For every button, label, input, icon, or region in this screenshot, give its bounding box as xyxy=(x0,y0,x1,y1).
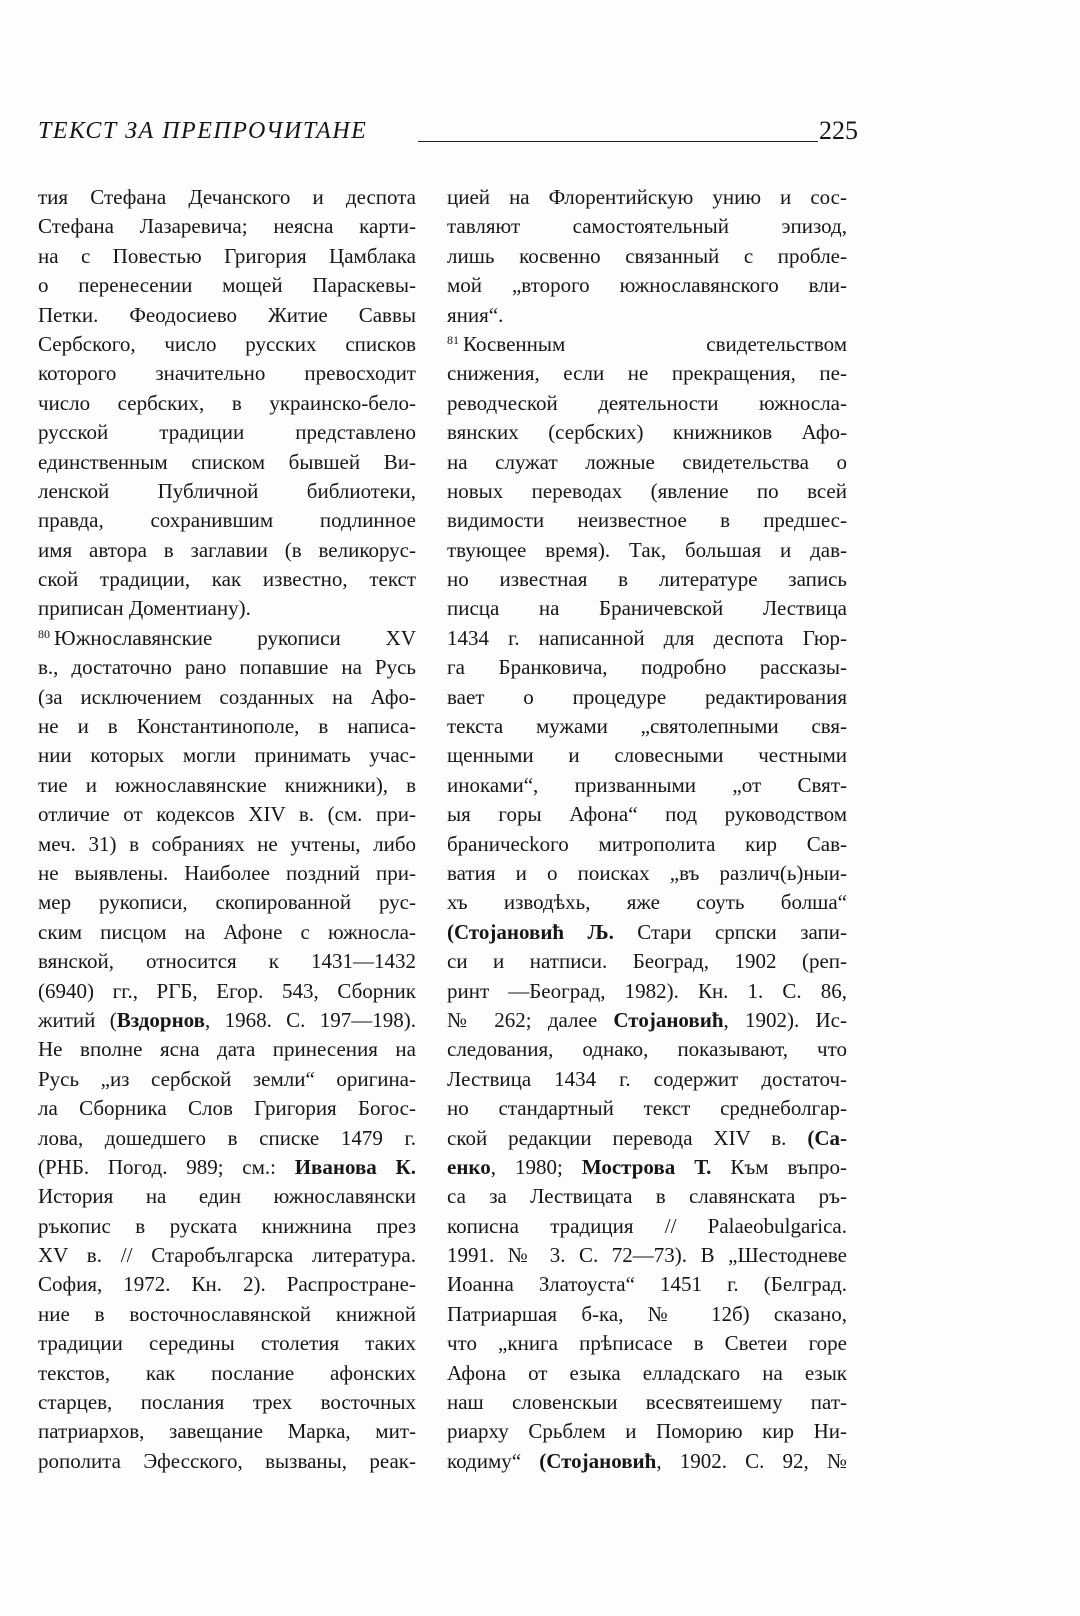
text-line xyxy=(38,859,416,888)
text-line xyxy=(38,242,416,271)
text-line xyxy=(447,183,847,212)
line-text: ской традиции, как известно, текст xyxy=(38,567,416,592)
line-text: лова, дошедшего в списке 1479 г. xyxy=(38,1125,416,1150)
line-text: Не вполне ясна дата принесения на xyxy=(38,1037,416,1062)
line-text: текстов, как послание афонских xyxy=(38,1360,416,1385)
footnote-number: 80 xyxy=(38,626,50,641)
line-text: цией на Флорентийскую унию и сос- xyxy=(447,185,847,209)
bold-citation: Стојановић xyxy=(613,1007,724,1032)
line-text: что „книга прѣписасе в Светеи горе xyxy=(447,1331,847,1356)
line-text: Афона от езыка елладскаго на езык xyxy=(447,1360,847,1385)
line-text: кописна традиция // Palaeobulgarica. xyxy=(447,1213,847,1238)
line-text: текста мужами „святолепными свя- xyxy=(447,714,847,739)
text-line xyxy=(38,477,416,506)
line-text: на служат ложные свидетельства о xyxy=(447,449,847,474)
text-line xyxy=(38,1359,416,1388)
text-line xyxy=(38,653,416,682)
bold-citation: енко xyxy=(447,1154,491,1179)
text-line xyxy=(447,506,847,535)
line-text: Петки. Феодосиево Житие Саввы xyxy=(38,302,416,327)
text-line xyxy=(447,977,847,1006)
line-text-after: , 1968. С. 197—198). xyxy=(205,1007,416,1032)
bold-citation: (Са- xyxy=(807,1125,847,1150)
line-text: Сербского, число русских списков xyxy=(38,331,416,356)
line-text: русской традиции представлено xyxy=(38,420,416,445)
line-text: (за исключением созданных на Афо- xyxy=(38,684,416,709)
text-line xyxy=(447,800,847,829)
left-text-column xyxy=(38,183,416,1476)
text-line xyxy=(447,1300,847,1329)
text-line xyxy=(447,448,847,477)
text-line xyxy=(447,389,847,418)
line-text: 1434 г. написанной для деспота Гюр- xyxy=(447,625,847,650)
line-text: следования, однако, показывают, что xyxy=(447,1037,847,1062)
text-line xyxy=(447,624,847,653)
line-text: мой „второго южнославянского вли- xyxy=(447,273,847,298)
text-line xyxy=(447,536,847,565)
line-text: старцев, послания трех восточных xyxy=(38,1390,416,1415)
line-text: № 262; далее xyxy=(447,1007,614,1032)
line-text: ватия и о поисках „въ различ(ь)ныи- xyxy=(447,860,847,885)
text-line xyxy=(38,1065,416,1094)
text-line xyxy=(447,918,847,947)
text-line xyxy=(38,888,416,917)
line-text: Иоанна Златоуста“ 1451 г. (Белград. xyxy=(447,1272,847,1297)
line-text-after: Стари српски запи- xyxy=(613,919,847,944)
line-text: патриархов, завещание Марка, мит- xyxy=(38,1419,416,1444)
line-text: ской редакции перевода XIV в. xyxy=(447,1125,808,1150)
bold-citation: Вздорнов xyxy=(116,1007,206,1032)
line-text: житий ( xyxy=(38,1007,117,1032)
line-text: вает о процедуре редактирования xyxy=(447,684,847,709)
text-line xyxy=(447,830,847,859)
text-line xyxy=(447,1182,847,1211)
line-text: которого значительно превосходит xyxy=(38,361,416,386)
text-line xyxy=(447,330,847,359)
text-line xyxy=(38,771,416,800)
text-line xyxy=(38,1241,416,1270)
text-line xyxy=(447,212,847,241)
line-text: реводческой деятельности южносла- xyxy=(447,390,847,415)
text-line xyxy=(38,330,416,359)
text-line xyxy=(447,1417,847,1446)
line-text: 1991. № 3. С. 72—73). В „Шестодневе xyxy=(447,1243,847,1268)
text-line xyxy=(447,947,847,976)
line-text: ринт —Београд, 1982). Кн. 1. С. 86, xyxy=(447,978,847,1003)
line-text: твующее время). Так, большая и дав- xyxy=(447,537,847,562)
line-text: не выявлены. Наиболее поздний при- xyxy=(38,860,416,885)
line-text: га Бранковича, подробно рассказы- xyxy=(447,655,847,680)
line-text: тие и южнославянские книжники), в xyxy=(38,772,416,797)
line-text: яния“. xyxy=(447,302,504,327)
line-text: хъ изводѣхь, яже соуть болша“ xyxy=(447,890,847,915)
text-line xyxy=(447,1359,847,1388)
text-line xyxy=(447,1065,847,1094)
text-line xyxy=(447,1124,847,1153)
line-text: единственным списком бывшей Ви- xyxy=(38,449,416,474)
text-line xyxy=(38,448,416,477)
text-line xyxy=(38,1270,416,1299)
header-rule xyxy=(418,141,818,142)
text-line xyxy=(38,389,416,418)
text-line xyxy=(38,1153,416,1182)
text-line xyxy=(38,918,416,947)
text-line xyxy=(38,1006,416,1035)
text-line xyxy=(38,1447,416,1476)
line-text: (6940) гг., РГБ, Егор. 543, Сборник xyxy=(38,978,416,1003)
text-line xyxy=(38,1035,416,1064)
text-line xyxy=(447,712,847,741)
text-line xyxy=(38,712,416,741)
line-text: Косвенным свидетельством xyxy=(463,331,847,356)
text-line xyxy=(447,1094,847,1123)
footnote-number: 81 xyxy=(447,332,459,347)
text-line xyxy=(38,1300,416,1329)
line-text: Стефана Лазаревича; неясна карти- xyxy=(38,214,416,239)
line-text: о перенесении мощей Параскевы- xyxy=(38,273,416,298)
text-line xyxy=(447,888,847,917)
text-line xyxy=(447,565,847,594)
text-line xyxy=(447,741,847,770)
text-line xyxy=(38,183,416,212)
text-line xyxy=(38,506,416,535)
line-text: в., достаточно рано попавшие на Русь xyxy=(38,655,416,680)
line-text: тия Стефана Дечанского и деспота xyxy=(38,185,416,209)
text-line xyxy=(447,359,847,388)
line-text: (РНБ. Погод. 989; см.: xyxy=(38,1154,295,1179)
text-line xyxy=(447,1447,847,1476)
text-line xyxy=(447,683,847,712)
line-text: ленской Публичной библиотеки, xyxy=(38,478,416,503)
text-line xyxy=(38,1094,416,1123)
line-text: мер рукописи, скопированной рус- xyxy=(38,890,416,915)
text-line xyxy=(447,1006,847,1035)
line-text: ыя горы Афона“ под руководством xyxy=(447,802,847,827)
text-line xyxy=(38,536,416,565)
line-text: Патриаршая б-ка, № 12б) сказано, xyxy=(447,1301,847,1326)
line-text: браничеckого митрополита кир Сав- xyxy=(447,831,847,856)
text-line xyxy=(38,1417,416,1446)
line-text: но стандартный текст среднеболгар- xyxy=(447,1096,847,1121)
right-text-column xyxy=(447,183,847,1476)
line-text: не и в Константинополе, в написа- xyxy=(38,714,416,739)
line-text: тавляют самостоятельный эпизод, xyxy=(447,214,847,239)
line-text: вянских (сербских) книжников Афо- xyxy=(447,420,847,445)
text-line xyxy=(38,212,416,241)
line-text: новых переводах (явление по всей xyxy=(447,478,847,503)
line-text-after: , 1902). Ис- xyxy=(723,1007,847,1032)
text-line xyxy=(38,1182,416,1211)
line-text: видимости неизвестное в предшес- xyxy=(447,508,847,533)
line-text: число сербских, в украинско-бело- xyxy=(38,390,416,415)
line-text: София, 1972. Кн. 2). Распростране- xyxy=(38,1272,416,1297)
text-line xyxy=(447,1388,847,1417)
line-text: рополита Эфесского, вызваны, реак- xyxy=(38,1448,416,1473)
text-line xyxy=(447,418,847,447)
text-line xyxy=(447,771,847,800)
text-line xyxy=(447,1270,847,1299)
text-line xyxy=(447,271,847,300)
line-text: меч. 31) в собраниях не учтены, либо xyxy=(38,831,416,856)
text-line xyxy=(447,1153,847,1182)
bold-citation: Мострова Т. xyxy=(581,1154,712,1179)
text-line xyxy=(38,301,416,330)
text-line xyxy=(447,477,847,506)
line-text-after: Към въпро- xyxy=(711,1154,847,1179)
line-text: ръкопис в руската книжнина през xyxy=(38,1213,416,1238)
running-head xyxy=(38,118,858,154)
line-text: Южнославянские рукописи XV xyxy=(54,625,416,650)
text-line xyxy=(447,1241,847,1270)
text-line xyxy=(38,1388,416,1417)
line-text: Лествица 1434 г. содержит достаточ- xyxy=(447,1066,847,1091)
line-text: XV в. // Старобългарска литература. xyxy=(38,1243,416,1268)
line-text-after: , 1902. С. 92, № xyxy=(656,1448,847,1473)
line-text: ла Сборника Слов Григория Богос- xyxy=(38,1096,416,1121)
line-text: традиции середины столетия таких xyxy=(38,1331,416,1356)
text-line xyxy=(38,624,416,653)
text-line xyxy=(38,947,416,976)
text-line xyxy=(447,859,847,888)
text-line xyxy=(447,1212,847,1241)
text-line xyxy=(38,1329,416,1358)
text-line xyxy=(38,741,416,770)
text-line xyxy=(38,683,416,712)
line-text: ским писцом на Афоне с южносла- xyxy=(38,919,416,944)
text-line xyxy=(38,565,416,594)
line-text: но известная в литературе запись xyxy=(447,567,847,592)
text-line xyxy=(447,1035,847,1064)
line-text: История на един южнославянски xyxy=(38,1184,416,1209)
line-text: наш словенскыи всесвятеишему пат- xyxy=(447,1390,847,1415)
text-line xyxy=(38,800,416,829)
text-line xyxy=(447,594,847,623)
text-line xyxy=(38,1124,416,1153)
bold-citation: Иванова К. xyxy=(294,1154,416,1179)
line-text: приписан Доментиану). xyxy=(38,596,251,621)
line-text: си и натписи. Београд, 1902 (реп- xyxy=(447,949,847,974)
line-text: Русь „из сербской земли“ оригина- xyxy=(38,1066,416,1091)
bold-citation: (Стојановић Љ. xyxy=(447,919,614,944)
text-line xyxy=(38,1212,416,1241)
line-text: кодиму“ xyxy=(447,1448,540,1473)
text-line xyxy=(38,271,416,300)
line-text: имя автора в заглавии (в великорус- xyxy=(38,537,416,562)
line-text: вянской, относится к 1431—1432 xyxy=(38,949,416,974)
text-line xyxy=(38,359,416,388)
line-text: щенными и словесными честными xyxy=(447,743,847,768)
line-text: отличие от кодексов XIV в. (см. при- xyxy=(38,802,416,827)
running-title: ТЕКСТ ЗА ПРЕПРОЧИТАНЕ xyxy=(38,118,368,144)
line-text: на с Повестью Григория Цамблака xyxy=(38,243,416,268)
text-line xyxy=(447,242,847,271)
line-text: писца на Браничевской Лествица xyxy=(447,596,847,621)
text-line xyxy=(38,977,416,1006)
line-text: риарху Срьблем и Поморию кир Ни- xyxy=(447,1419,847,1444)
line-text: нии которых могли принимать учас- xyxy=(38,743,416,768)
bold-citation: (Стојановић xyxy=(539,1448,657,1473)
line-text: правда, сохранившим подлинное xyxy=(38,508,416,533)
text-line xyxy=(447,301,847,330)
page-number: 225 xyxy=(819,116,858,145)
line-text: ние в восточнославянской книжной xyxy=(38,1301,416,1326)
text-line xyxy=(447,1329,847,1358)
line-text: иноками“, призванными „от Свят- xyxy=(447,772,847,797)
line-text-after: , 1980; xyxy=(490,1154,582,1179)
text-line xyxy=(38,418,416,447)
text-line xyxy=(38,830,416,859)
line-text: снижения, если не прекращения, пе- xyxy=(447,361,847,386)
line-text: са за Лествицата в славянската ръ- xyxy=(447,1184,847,1209)
text-line xyxy=(38,594,416,623)
text-line xyxy=(447,653,847,682)
line-text: лишь косвенно связанный с пробле- xyxy=(447,243,847,268)
